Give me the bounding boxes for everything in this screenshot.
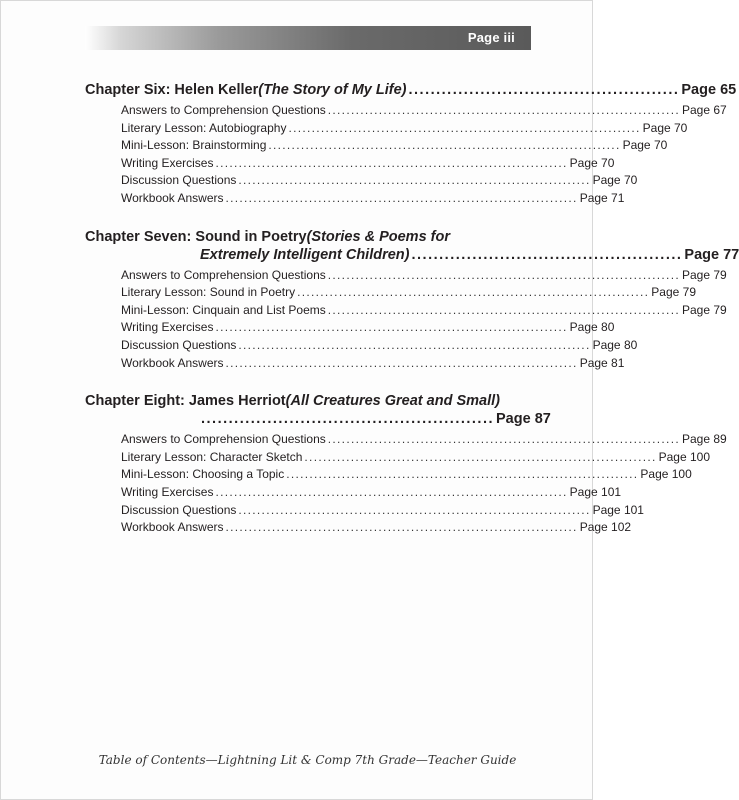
chapter-page: Page 77 [684, 246, 739, 263]
entry-page: Page 80 [592, 337, 638, 352]
chapter-seven [85, 228, 739, 373]
entry-page: Page 101 [569, 484, 622, 499]
toc-entry [121, 172, 638, 190]
entry-page: Page 79 [651, 285, 697, 300]
dot-leader: ............................................................................ [327, 432, 680, 447]
dot-leader: ............................................................................ [268, 138, 621, 153]
entry-page: Page 79 [681, 302, 727, 317]
toc-entry [121, 120, 688, 138]
dot-leader: ............................................................................ [238, 337, 591, 352]
toc-entry [121, 284, 697, 302]
entry-label: Discussion Questions [121, 337, 237, 352]
chapter-title-line [85, 246, 739, 264]
dot-leader: ............................................................................ [238, 173, 591, 188]
entry-label: Mini-Lesson: Brainstorming [121, 138, 267, 153]
dot-leader: ............................................................................ [238, 502, 591, 517]
entry-label: Answers to Comprehension Questions [121, 432, 326, 447]
entry-label: Mini-Lesson: Choosing a Topic [121, 467, 285, 482]
dot-leader: ............................................................................ [225, 520, 578, 535]
chapter-title: Chapter Six: Helen Keller [85, 82, 259, 98]
toc-entry [121, 466, 692, 484]
table-of-contents [85, 81, 739, 557]
toc-entry [121, 355, 625, 373]
entry-page: Page 100 [640, 467, 692, 482]
chapter-book-title: (The Story of My Life) [258, 82, 407, 98]
toc-entry [121, 502, 644, 520]
entry-page: Page 70 [569, 155, 615, 170]
chapter-title-line [85, 81, 737, 99]
chapter-title-line [85, 392, 531, 410]
entry-label: Answers to Comprehension Questions [121, 103, 326, 117]
entry-page: Page 70 [622, 138, 668, 153]
chapter-entries [85, 267, 727, 373]
dot-leader: ............................................................................ [225, 355, 578, 370]
chapter-book-title: Extremely Intelligent Children) [200, 246, 410, 263]
entry-label: Discussion Questions [121, 173, 237, 188]
toc-entry [121, 431, 727, 449]
entry-label: Literary Lesson: Character Sketch [121, 449, 303, 464]
dot-leader: ............................................................................ [327, 103, 680, 117]
entry-page: Page 71 [579, 190, 625, 205]
chapter-page: Page 65 [681, 82, 737, 98]
page-footer: Table of Contents—Lightning Lit & Comp 7th Grade—Teacher Guide [98, 753, 517, 767]
dot-leader: ............................................................................ [297, 285, 650, 300]
toc-entry [121, 190, 625, 208]
chapter-title: Chapter Seven: Sound in Poetry [85, 228, 307, 245]
entry-label: Mini-Lesson: Cinquain and List Poems [121, 302, 326, 317]
dot-leader: ............................................................................ [288, 120, 641, 135]
entry-label: Writing Exercises [121, 484, 214, 499]
toc-entry [121, 102, 727, 120]
chapter-book-title: (All Creatures Great and Small) [285, 393, 500, 410]
toc-entry [121, 484, 622, 502]
chapter-book-title: (Stories & Poems for [306, 228, 450, 245]
chapter-title: Chapter Eight: James Herriot [85, 393, 286, 410]
chapter-six [85, 81, 737, 208]
entry-label: Discussion Questions [121, 502, 237, 517]
dot-leader: ............................................................................ [215, 155, 568, 170]
toc-entry [121, 337, 638, 355]
chapter-title-line [85, 410, 551, 428]
dot-leader: ............................................................................ [327, 302, 680, 317]
entry-label: Answers to Comprehension Questions [121, 267, 326, 282]
dot-leader: ............................................................................ [215, 484, 568, 499]
entry-page: Page 80 [569, 320, 615, 335]
toc-entry [121, 449, 710, 467]
page-number-label: Page iii [467, 30, 515, 45]
entry-page: Page 100 [658, 449, 710, 464]
toc-entry [121, 302, 727, 320]
chapter-page: Page 87 [496, 411, 551, 428]
dot-leader: ............................................................................ [327, 267, 680, 282]
dot-leader: ............................................................................ [304, 449, 657, 464]
entry-page: Page 89 [681, 432, 727, 447]
dot-leader: ................................................. [408, 82, 680, 98]
entry-label: Writing Exercises [121, 155, 214, 170]
entry-label: Workbook Answers [121, 355, 224, 370]
entry-label: Workbook Answers [121, 520, 224, 535]
entry-label: Literary Lesson: Sound in Poetry [121, 285, 296, 300]
chapter-entries [85, 102, 727, 208]
entry-page: Page 102 [579, 520, 632, 535]
entry-label: Workbook Answers [121, 190, 224, 205]
entry-label: Writing Exercises [121, 320, 214, 335]
dot-leader: ............................................................................ [286, 467, 639, 482]
dot-leader: ............................................................................ [215, 320, 568, 335]
entry-page: Page 101 [592, 502, 644, 517]
toc-entry [121, 519, 632, 537]
entry-page: Page 67 [681, 103, 727, 117]
toc-entry [121, 137, 668, 155]
toc-entry [121, 267, 727, 285]
chapter-entries [85, 431, 727, 537]
chapter-title-line [85, 228, 531, 246]
toc-entry [121, 155, 615, 173]
dot-leader: ............................................................................ [225, 190, 578, 205]
chapter-eight [85, 392, 727, 537]
toc-entry [121, 319, 615, 337]
entry-label: Literary Lesson: Autobiography [121, 120, 287, 135]
page-header-bar [85, 26, 531, 50]
dot-leader: ..................................................... [201, 411, 495, 428]
entry-page: Page 79 [681, 267, 727, 282]
entry-page: Page 81 [579, 355, 625, 370]
dot-leader: ................................................. [411, 246, 683, 263]
entry-page: Page 70 [592, 173, 638, 188]
entry-page: Page 70 [642, 120, 688, 135]
